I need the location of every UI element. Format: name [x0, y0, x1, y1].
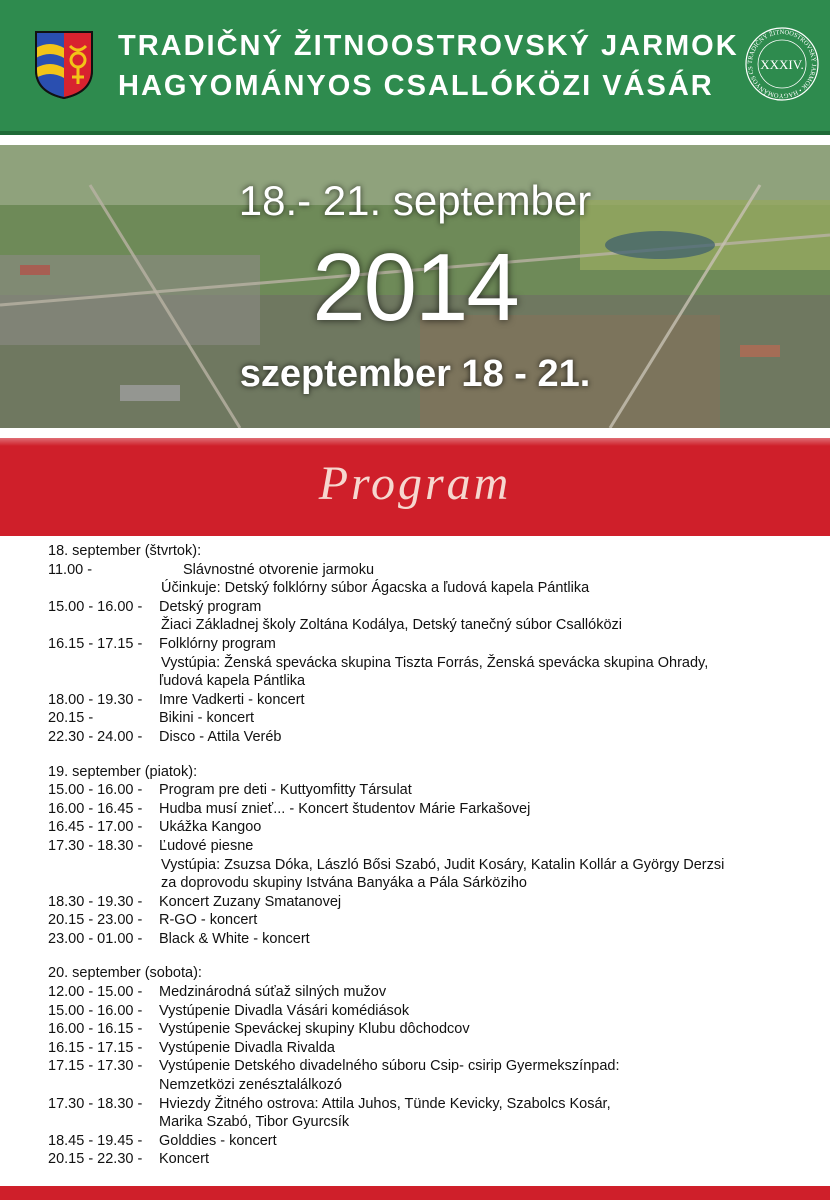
entry-text: Ľudové piesne	[159, 837, 254, 854]
entry-text: Black & White - koncert	[159, 930, 310, 947]
entry-text: Bikini - koncert	[159, 710, 255, 727]
entry-text: Vystúpenie Divadla Vásári komédiások	[159, 1002, 410, 1019]
entry-detail: za doprovodu skupiny Istvána Banyáka a Pála Sárköziho	[161, 875, 527, 892]
coat-of-arms-icon	[34, 30, 94, 100]
entry-time: 17.15 - 17.30 -	[48, 1058, 143, 1075]
schedule-entry	[48, 930, 828, 949]
entry-text: Imre Vadkerti - koncert	[159, 691, 305, 708]
entry-text: Vystúpenie Detského divadelného súboru Csip- csirip Gyermekszínpad:	[159, 1058, 620, 1075]
schedule-entry	[48, 1020, 828, 1039]
aerial-town-photo	[0, 145, 830, 428]
seal-number: XXXIV.	[760, 57, 804, 72]
day-heading: 18. september (štvrtok):	[48, 543, 202, 559]
entry-detail: ľudová kapela Pántlika	[159, 673, 306, 690]
day-block	[48, 763, 828, 949]
entry-text: Vystúpenie Divadla Rivalda	[159, 1039, 335, 1056]
day-heading: 20. september (sobota):	[48, 965, 202, 982]
footer-red-band	[0, 1186, 830, 1200]
schedule-entry	[48, 1057, 828, 1076]
schedule-entry	[48, 635, 828, 654]
entry-text: Koncert Zuzany Smatanovej	[159, 893, 342, 910]
entry-detail: Vystúpia: Zsuzsa Dóka, László Bősi Szabó, Judit Kosáry, Katalin Kollár a György Derzsi	[161, 856, 725, 873]
entry-time: 18.45 - 19.45 -	[48, 1132, 143, 1149]
entry-time: 20.15 -	[48, 710, 94, 727]
schedule-entry	[48, 818, 828, 837]
program-banner	[0, 438, 830, 536]
entry-text: Medzinárodná súťaž silných mužov	[159, 984, 387, 1001]
entry-detail: Nemzetközi zenésztalálkozó	[159, 1077, 342, 1094]
entry-detail: Marika Szabó, Tibor Gyurcsík	[159, 1114, 350, 1131]
entry-time: 15.00 - 16.00 -	[48, 782, 143, 799]
entry-text: Hudba musí znieť... - Koncert študentov Márie Farkašovej	[159, 800, 531, 817]
schedule-entry	[48, 781, 828, 800]
schedule-entry	[48, 837, 828, 856]
schedule-entry	[48, 983, 828, 1002]
entry-text: Slávnostné otvorenie jarmoku	[183, 561, 375, 578]
entry-text: Ukážka Kangoo	[159, 819, 262, 836]
entry-time: 16.15 - 17.15 -	[48, 1039, 143, 1056]
entry-time: 18.00 - 19.30 -	[48, 691, 143, 708]
schedule-entry	[48, 893, 828, 912]
entry-time: 15.00 - 16.00 -	[48, 598, 143, 615]
entry-text: Hviezdy Žitného ostrova: Attila Juhos, Tünde Kevicky, Szabolcs Kosár,	[159, 1095, 611, 1112]
anniversary-seal	[742, 24, 822, 104]
entry-time: 23.00 - 01.00 -	[48, 930, 143, 947]
entry-time: 16.00 - 16.45 -	[48, 800, 143, 817]
entry-time: 17.30 - 18.30 -	[48, 837, 143, 854]
schedule-entry	[48, 1002, 828, 1021]
entry-detail: Vystúpia: Ženská spevácka skupina Tiszta Forrás, Ženská spevácka skupina Ohrady,	[161, 654, 709, 671]
entry-text: Folklórny program	[159, 635, 276, 652]
schedule-entry	[48, 800, 828, 819]
date-hungarian: szeptember 18 - 21.	[239, 353, 591, 395]
entry-text: Koncert	[159, 1151, 209, 1168]
event-title	[118, 26, 738, 106]
schedule-entry	[48, 561, 828, 580]
schedule-entry	[48, 691, 828, 710]
day-block	[48, 542, 828, 747]
entry-time: 17.30 - 18.30 -	[48, 1095, 143, 1112]
entry-time: 18.30 - 19.30 -	[48, 893, 143, 910]
entry-time: 20.15 - 22.30 -	[48, 1151, 143, 1168]
schedule-entry	[48, 1039, 828, 1058]
entry-time: 22.30 - 24.00 -	[48, 728, 143, 745]
entry-time: 11.00 -	[48, 561, 93, 578]
event-year: 2014	[312, 234, 518, 341]
entry-time: 16.00 - 16.15 -	[48, 1021, 143, 1038]
schedule-entry	[48, 1095, 828, 1114]
header-band	[0, 0, 830, 135]
entry-text: Program pre deti - Kuttyomfitty Társulat	[159, 782, 412, 799]
title-hungarian: HAGYOMÁNYOS CSALLÓKÖZI VÁSÁR	[118, 70, 714, 102]
entry-time: 15.00 - 16.00 -	[48, 1002, 143, 1019]
date-slovak: 18.- 21. september	[238, 177, 592, 224]
program-schedule	[48, 542, 828, 1185]
entry-text: Vystúpenie Speváckej skupiny Klubu dôchodcov	[159, 1021, 470, 1038]
entry-text: Golddies - koncert	[159, 1132, 277, 1149]
entry-detail: Žiaci Základnej školy Zoltána Kodálya, Detský tanečný súbor Csallóközi	[161, 617, 622, 634]
schedule-entry	[48, 911, 828, 930]
schedule-entry	[48, 1150, 828, 1169]
schedule-entry	[48, 598, 828, 617]
schedule-entry	[48, 728, 828, 747]
entry-time: 12.00 - 15.00 -	[48, 984, 143, 1001]
entry-time: 20.15 - 23.00 -	[48, 912, 143, 929]
entry-text: R-GO - koncert	[159, 912, 258, 929]
schedule-entry	[48, 709, 828, 728]
entry-time: 16.45 - 17.00 -	[48, 819, 143, 836]
title-slovak: TRADIČNÝ ŽITNOOSTROVSKÝ JARMOK	[118, 30, 739, 62]
day-heading: 19. september (piatok):	[48, 763, 198, 780]
schedule-entry	[48, 1132, 828, 1151]
entry-time: 16.15 - 17.15 -	[48, 635, 143, 652]
entry-text: Disco - Attila Veréb	[159, 728, 282, 745]
program-heading: Program	[318, 457, 512, 510]
entry-detail: Účinkuje: Detský folklórny súbor Ágacska a ľudová kapela Pántlika	[161, 580, 590, 597]
entry-text: Detský program	[159, 598, 262, 615]
seal-ring-text: TRADIČNÝ ŽITNOOSTROVSKÝ JARMOK • HAGYOMÁNYOS CS	[746, 28, 818, 100]
day-block	[48, 964, 828, 1169]
